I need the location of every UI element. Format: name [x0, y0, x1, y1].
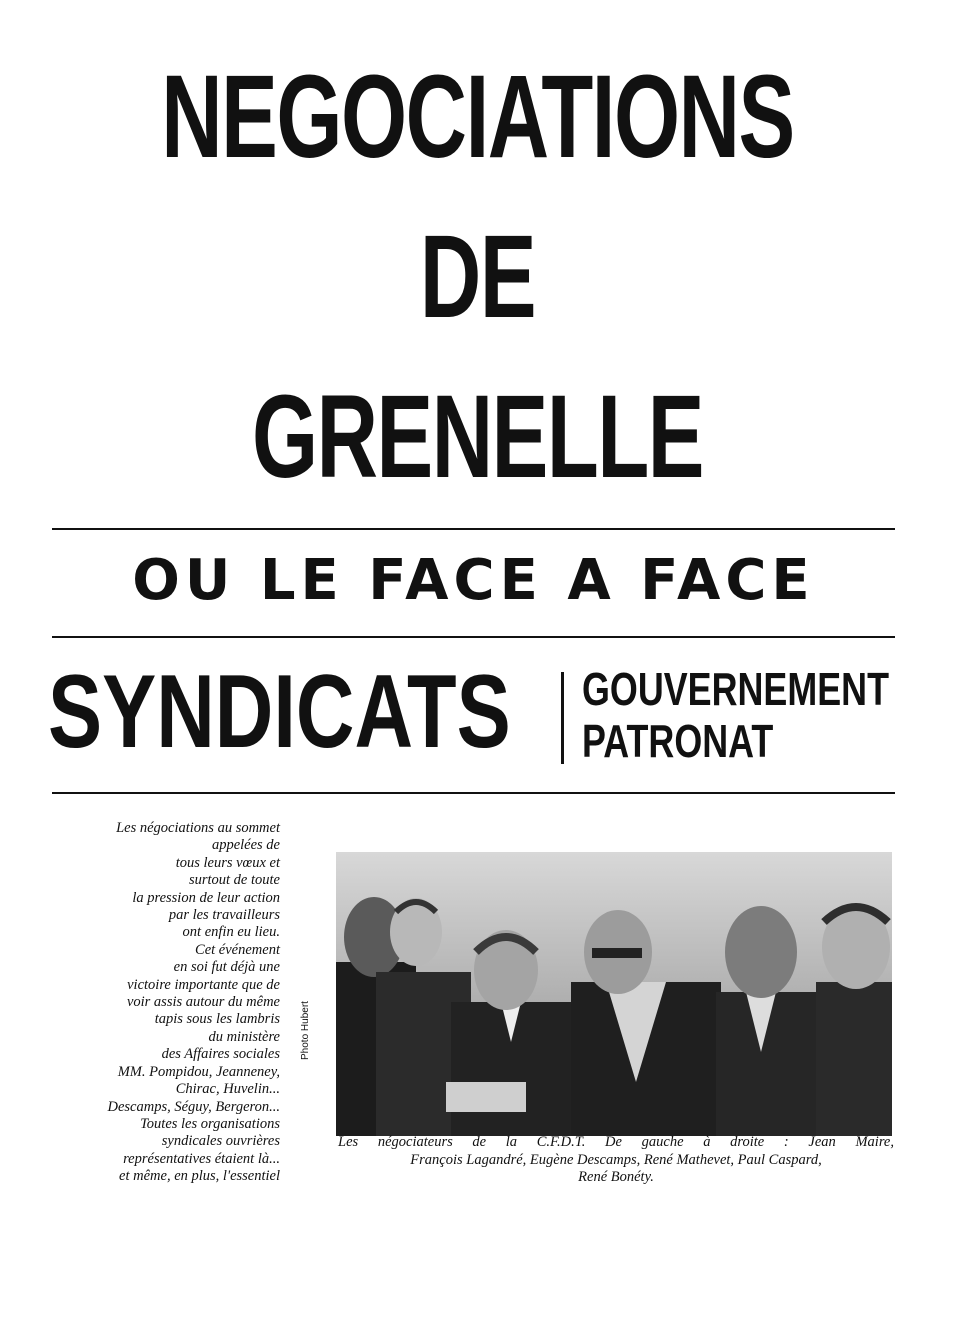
article-line: victoire importante que de: [127, 976, 280, 993]
article-line: MM. Pompidou, Jeanneney,: [117, 1063, 280, 1080]
article-line: des Affaires sociales: [161, 1046, 280, 1063]
article-line: Descamps, Séguy, Bergeron...: [107, 1098, 280, 1115]
article-line: voir assis autour du même: [126, 994, 280, 1011]
party-patronat: PATRONAT: [582, 715, 774, 767]
article-line: la pression de leur action: [132, 889, 280, 906]
article-line: par les travailleurs: [168, 907, 280, 924]
negotiators-photo: [336, 852, 892, 1136]
party-gouvernement: GOUVERNEMENT: [582, 663, 890, 715]
caption-line: François Lagandré, Eugène Descamps, René Mathevet, Paul Caspard,: [410, 1151, 822, 1168]
article-line: Les négociations au sommet: [116, 820, 280, 836]
divider-middle: [52, 636, 895, 638]
article-line: tapis sous les lambris: [154, 1011, 280, 1028]
article-line: du ministère: [208, 1028, 280, 1045]
article-line: ont enfin eu lieu.: [182, 924, 280, 941]
divider-bottom: [52, 792, 895, 794]
article-line: et même, en plus, l'essentiel: [119, 1168, 280, 1185]
photo-caption: [338, 1134, 894, 1187]
caption-line: Les négociateurs de la C.F.D.T. De gauche à droite : Jean Maire,: [338, 1134, 894, 1150]
article-line: Chirac, Huvelin...: [175, 1081, 280, 1098]
article-line: surtout de toute: [188, 872, 280, 889]
article-line: en soi fut déjà une: [173, 959, 280, 976]
subheadline: OU LE FACE A FACE: [132, 548, 815, 613]
article-line: Toutes les organisations: [140, 1115, 280, 1132]
article-line: appelées de: [211, 837, 280, 854]
article-line: Cet événement: [195, 941, 280, 958]
headline-line-1: NEGOCIATIONS: [161, 51, 794, 183]
article-line: représentatives étaient là...: [123, 1150, 280, 1167]
article-intro: [40, 820, 280, 1186]
headline-line-3: GRENELLE: [251, 371, 704, 503]
party-syndicats: SYNDICATS: [48, 654, 511, 770]
headline-line-2: DE: [419, 211, 536, 343]
caption-line: René Bonéty.: [578, 1169, 654, 1185]
article-line: tous leurs vœux et: [175, 854, 280, 871]
divider-top: [52, 528, 895, 530]
article-line: syndicales ouvrières: [161, 1133, 280, 1150]
photo-credit: Photo Hubert: [300, 1001, 311, 1060]
photo-illustration: [336, 852, 892, 1136]
vertical-divider: [561, 672, 564, 764]
